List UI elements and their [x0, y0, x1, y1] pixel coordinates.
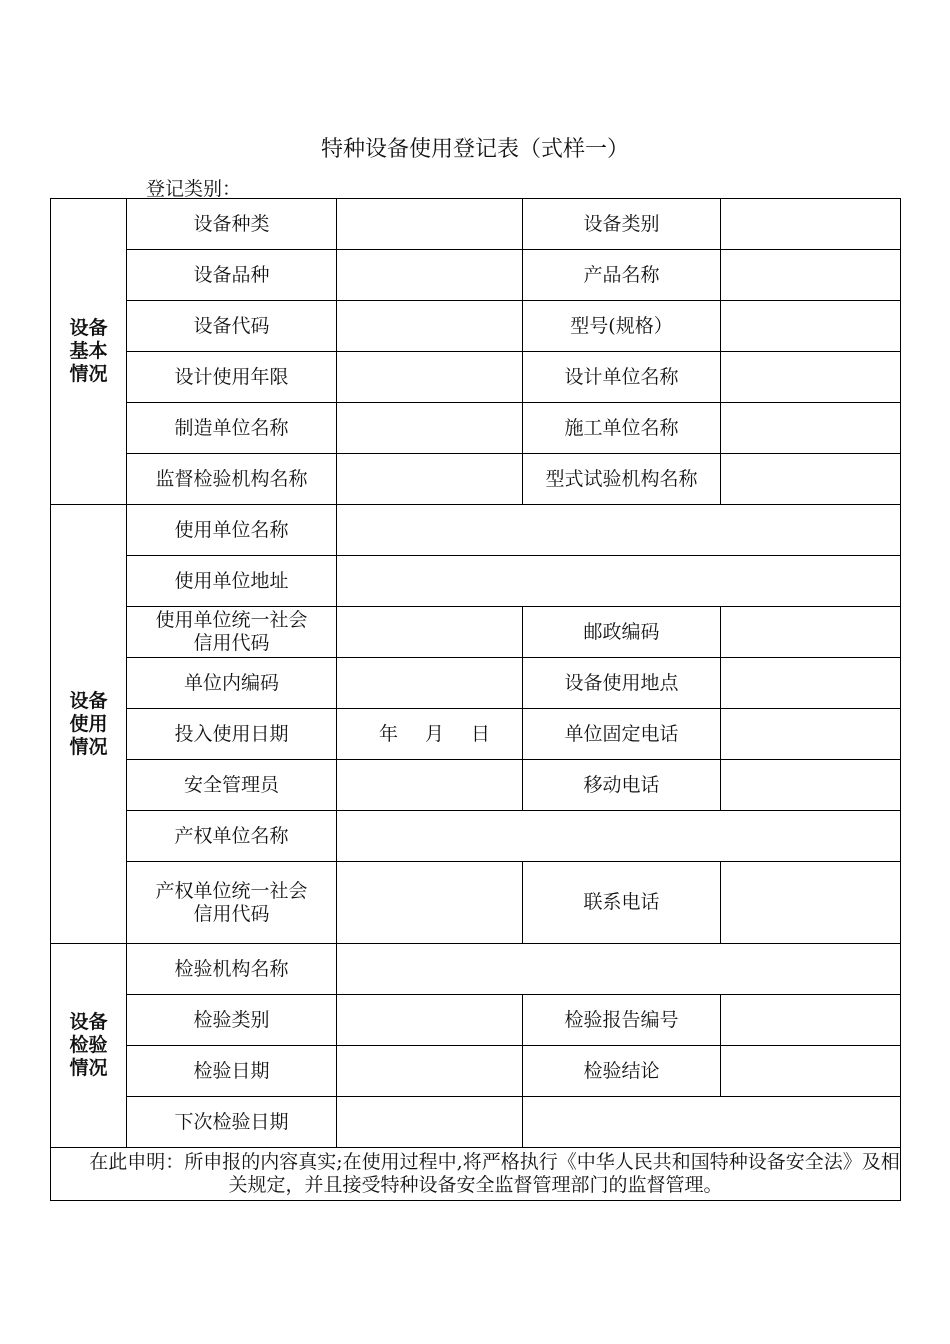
table-row: [51, 250, 901, 301]
design-life-field[interactable]: [337, 352, 523, 403]
table-row: [51, 944, 901, 995]
product-name-field[interactable]: [721, 250, 901, 301]
field-label: 产品名称: [523, 250, 721, 301]
field-label: 设备种类: [127, 199, 337, 250]
declaration-text: 在此申明：所申报的内容真实;在使用过程中,将严格执行《中华人民共和国特种设备安全法》及相关规定，并且接受特种设备安全监督管理部门的监督管理。: [51, 1148, 901, 1201]
field-label: 投入使用日期: [127, 709, 337, 760]
next-inspection-date-field[interactable]: [337, 1097, 523, 1148]
user-address-field[interactable]: [337, 556, 901, 607]
owner-name-field[interactable]: [337, 811, 901, 862]
equipment-type-field[interactable]: [337, 199, 523, 250]
field-label: 设备类别: [523, 199, 721, 250]
field-label: 监督检验机构名称: [127, 454, 337, 505]
registration-type-label: 登记类别：: [146, 178, 242, 200]
field-label: 联系电话: [523, 862, 721, 944]
page-title: 特种设备使用登记表（式样一）: [320, 137, 629, 162]
section-label-usage: 设备 使用 情况: [51, 505, 127, 944]
field-label: 安全管理员: [127, 760, 337, 811]
safety-manager-field[interactable]: [337, 760, 523, 811]
field-label: 型号(规格）: [523, 301, 721, 352]
table-row: [51, 352, 901, 403]
start-date-field[interactable]: [337, 709, 523, 760]
field-label: 检验日期: [127, 1046, 337, 1097]
user-credit-code-field[interactable]: [337, 607, 523, 658]
equipment-code-field[interactable]: [337, 301, 523, 352]
field-label: 设计单位名称: [523, 352, 721, 403]
field-label: 单位内编码: [127, 658, 337, 709]
design-unit-field[interactable]: [721, 352, 901, 403]
table-row: [51, 454, 901, 505]
table-row: [51, 811, 901, 862]
blank-cell: [523, 1097, 901, 1148]
manufacturer-field[interactable]: [337, 403, 523, 454]
table-row: [51, 1046, 901, 1097]
field-label: 设备代码: [127, 301, 337, 352]
date-year-label: 年: [379, 722, 399, 745]
inspection-agency-field[interactable]: [337, 944, 901, 995]
field-label: 检验结论: [523, 1046, 721, 1097]
mobile-phone-field[interactable]: [721, 760, 901, 811]
model-spec-field[interactable]: [721, 301, 901, 352]
field-label: 使用单位名称: [127, 505, 337, 556]
field-label: 移动电话: [523, 760, 721, 811]
field-label: 检验报告编号: [523, 995, 721, 1046]
field-label: 设备使用地点: [523, 658, 721, 709]
construction-unit-field[interactable]: [721, 403, 901, 454]
conclusion-field[interactable]: [721, 1046, 901, 1097]
section-label-basic: 设备 基本 情况: [51, 199, 127, 505]
table-row: [51, 1148, 901, 1201]
supervision-agency-field[interactable]: [337, 454, 523, 505]
table-row: [51, 862, 901, 944]
field-label: 产权单位统一社会 信用代码: [127, 862, 337, 944]
date-month-label: 月: [424, 722, 444, 745]
equipment-variety-field[interactable]: [337, 250, 523, 301]
table-row: [51, 505, 901, 556]
field-label: 检验机构名称: [127, 944, 337, 995]
registration-form-table: [50, 198, 901, 1201]
type-test-agency-field[interactable]: [721, 454, 901, 505]
postal-code-field[interactable]: [721, 607, 901, 658]
field-label: 单位固定电话: [523, 709, 721, 760]
table-row: [51, 1097, 901, 1148]
user-name-field[interactable]: [337, 505, 901, 556]
field-label: 使用单位统一社会 信用代码: [127, 607, 337, 658]
equipment-category-field[interactable]: [721, 199, 901, 250]
date-day-label: 日: [470, 722, 490, 745]
table-row: [51, 658, 901, 709]
contact-phone-field[interactable]: [721, 862, 901, 944]
fixed-phone-field[interactable]: [721, 709, 901, 760]
field-label: 产权单位名称: [127, 811, 337, 862]
table-row: [51, 199, 901, 250]
table-row: [51, 403, 901, 454]
use-location-field[interactable]: [721, 658, 901, 709]
field-label: 邮政编码: [523, 607, 721, 658]
owner-credit-code-field[interactable]: [337, 862, 523, 944]
field-label: 使用单位地址: [127, 556, 337, 607]
field-label: 检验类别: [127, 995, 337, 1046]
field-label: 下次检验日期: [127, 1097, 337, 1148]
field-label: 设备品种: [127, 250, 337, 301]
internal-code-field[interactable]: [337, 658, 523, 709]
table-row: [51, 760, 901, 811]
table-row: [51, 556, 901, 607]
inspection-type-field[interactable]: [337, 995, 523, 1046]
section-label-inspection: 设备 检验 情况: [51, 944, 127, 1148]
field-label: 制造单位名称: [127, 403, 337, 454]
inspection-date-field[interactable]: [337, 1046, 523, 1097]
field-label: 施工单位名称: [523, 403, 721, 454]
table-row: [51, 709, 901, 760]
table-row: [51, 995, 901, 1046]
table-row: [51, 607, 901, 658]
field-label: 设计使用年限: [127, 352, 337, 403]
report-number-field[interactable]: [721, 995, 901, 1046]
table-row: [51, 301, 901, 352]
field-label: 型式试验机构名称: [523, 454, 721, 505]
